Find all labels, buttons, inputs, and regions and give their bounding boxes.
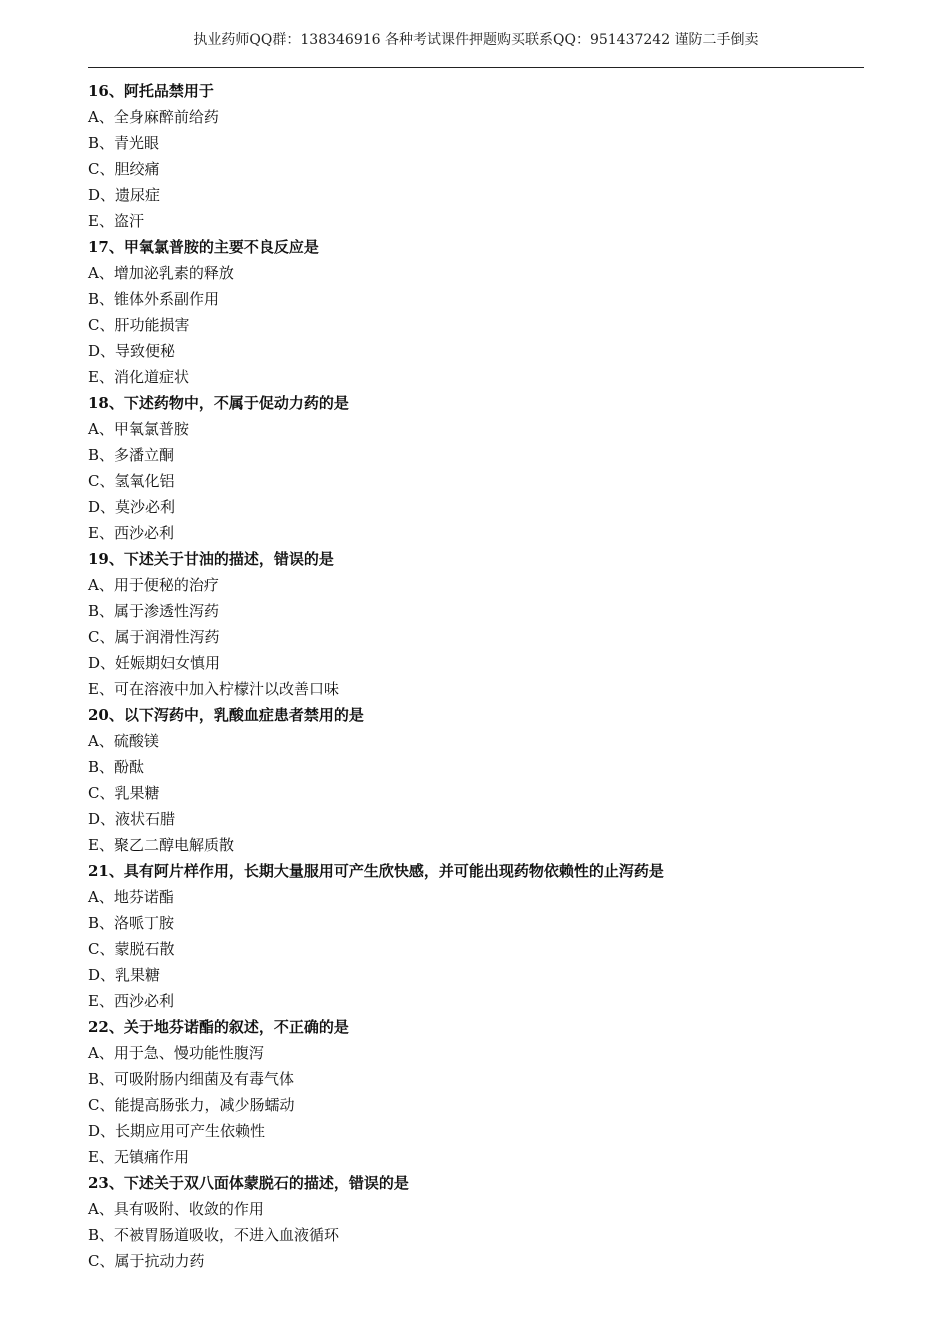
- option-d: D、莫沙必利: [88, 498, 176, 516]
- option-c: C、肝功能损害: [88, 316, 190, 334]
- option-b: B、可吸附肠内细菌及有毒气体: [88, 1070, 295, 1088]
- question-list: [88, 78, 864, 1274]
- question-stem: 22、关于地芬诺酯的叙述，不正确的是: [88, 1018, 349, 1036]
- option-e: E、西沙必利: [88, 992, 174, 1010]
- option-c: C、能提高肠张力，减少肠蠕动: [88, 1096, 295, 1114]
- option-b: B、属于渗透性泻药: [88, 602, 220, 620]
- question-stem: 21、具有阿片样作用，长期大量服用可产生欣快感，并可能出现药物依赖性的止泻药是: [88, 862, 664, 880]
- option-c: C、胆绞痛: [88, 160, 160, 178]
- option-c: C、属于抗动力药: [88, 1252, 205, 1270]
- option-a: A、全身麻醉前给药: [88, 108, 219, 126]
- question-stem: 16、阿托品禁用于: [88, 82, 214, 100]
- question-17: [88, 234, 864, 390]
- option-d: D、液状石腊: [88, 810, 176, 828]
- option-e: E、无镇痛作用: [88, 1148, 189, 1166]
- option-d: D、导致便秘: [88, 342, 176, 360]
- question-23: [88, 1170, 864, 1274]
- option-b: B、多潘立酮: [88, 446, 175, 464]
- question-19: [88, 546, 864, 702]
- question-16: [88, 78, 864, 234]
- question-stem: 23、下述关于双八面体蒙脱石的描述，错误的是: [88, 1174, 409, 1192]
- option-d: D、长期应用可产生依赖性: [88, 1122, 266, 1140]
- question-stem: 18、下述药物中，不属于促动力药的是: [88, 394, 349, 412]
- option-b: B、洛哌丁胺: [88, 914, 175, 932]
- option-a: A、具有吸附、收敛的作用: [88, 1200, 264, 1218]
- option-d: D、乳果糖: [88, 966, 161, 984]
- option-a: A、硫酸镁: [88, 732, 159, 750]
- option-c: C、属于润滑性泻药: [88, 628, 220, 646]
- option-e: E、西沙必利: [88, 524, 174, 542]
- option-d: D、妊娠期妇女慎用: [88, 654, 221, 672]
- option-c: C、蒙脱石散: [88, 940, 175, 958]
- option-e: E、盗汗: [88, 212, 144, 230]
- option-c: C、乳果糖: [88, 784, 160, 802]
- option-c: C、氢氧化铝: [88, 472, 175, 490]
- page-header: 执业药师QQ群：138346916 各种考试课件押题购买联系QQ：951437242 谨防二手倒卖: [193, 32, 759, 48]
- option-a: A、甲氧氯普胺: [88, 420, 189, 438]
- option-b: B、不被胃肠道吸收，不进入血液循环: [88, 1226, 340, 1244]
- option-e: E、聚乙二醇电解质散: [88, 836, 234, 854]
- question-18: [88, 390, 864, 546]
- question-20: [88, 702, 864, 858]
- question-stem: 17、甲氧氯普胺的主要不良反应是: [88, 238, 319, 256]
- option-d: D、遗尿症: [88, 186, 161, 204]
- option-a: A、地芬诺酯: [88, 888, 174, 906]
- question-stem: 20、以下泻药中，乳酸血症患者禁用的是: [88, 706, 364, 724]
- option-e: E、消化道症状: [88, 368, 189, 386]
- question-21: [88, 858, 864, 1014]
- option-a: A、用于便秘的治疗: [88, 576, 219, 594]
- option-b: B、青光眼: [88, 134, 160, 152]
- option-b: B、锥体外系副作用: [88, 290, 220, 308]
- question-22: [88, 1014, 864, 1170]
- option-b: B、酚酞: [88, 758, 145, 776]
- question-stem: 19、下述关于甘油的描述，错误的是: [88, 550, 334, 568]
- option-a: A、增加泌乳素的释放: [88, 264, 234, 282]
- header-divider: [88, 67, 864, 68]
- option-a: A、用于急、慢功能性腹泻: [88, 1044, 264, 1062]
- option-e: E、可在溶液中加入柠檬汁以改善口味: [88, 680, 339, 698]
